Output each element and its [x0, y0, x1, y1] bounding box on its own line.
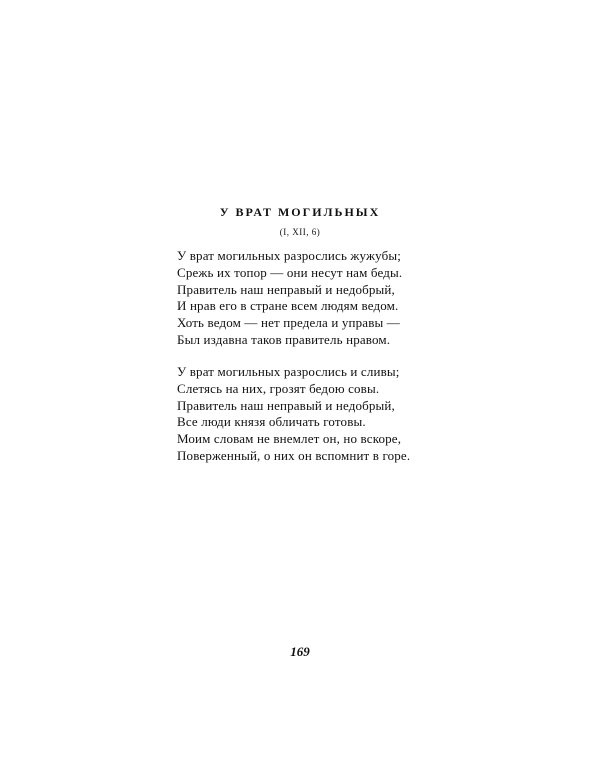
poem-line: Хоть ведом — нет предела и управы — — [177, 315, 400, 331]
poem-line: У врат могильных разрослись жужубы; — [177, 248, 402, 263]
page-number: 169 — [290, 644, 310, 659]
poem-line: Слетясь на них, грозят бедою совы. — [177, 380, 380, 396]
poem-title: У ВРАТ МОГИЛЬНЫХ — [219, 205, 381, 219]
poem-line: Поверженный, о них он вспомнит в горе. — [177, 447, 411, 463]
poem-line: Правитель наш неправый и недобрый, — [177, 281, 395, 297]
poem-line: Все люди князя обличать готовы. — [177, 414, 366, 430]
poem-line: У врат могильных разрослись и сливы; — [177, 364, 400, 379]
poem-reference: (I, XII, 6) — [279, 227, 321, 237]
poem-line: Срежь их топор — они несут нам беды. — [177, 264, 403, 280]
poem-line: И нрав его в стране всем людям ведом. — [177, 298, 399, 314]
poem-line: Был издавна таков правитель нравом. — [177, 331, 391, 347]
stanza-1 — [177, 248, 477, 349]
stanza-2 — [177, 364, 477, 465]
poem-line: Правитель наш неправый и недобрый, — [177, 397, 395, 413]
poem-line: Моим словам не внемлет он, но вскоре, — [177, 431, 402, 447]
